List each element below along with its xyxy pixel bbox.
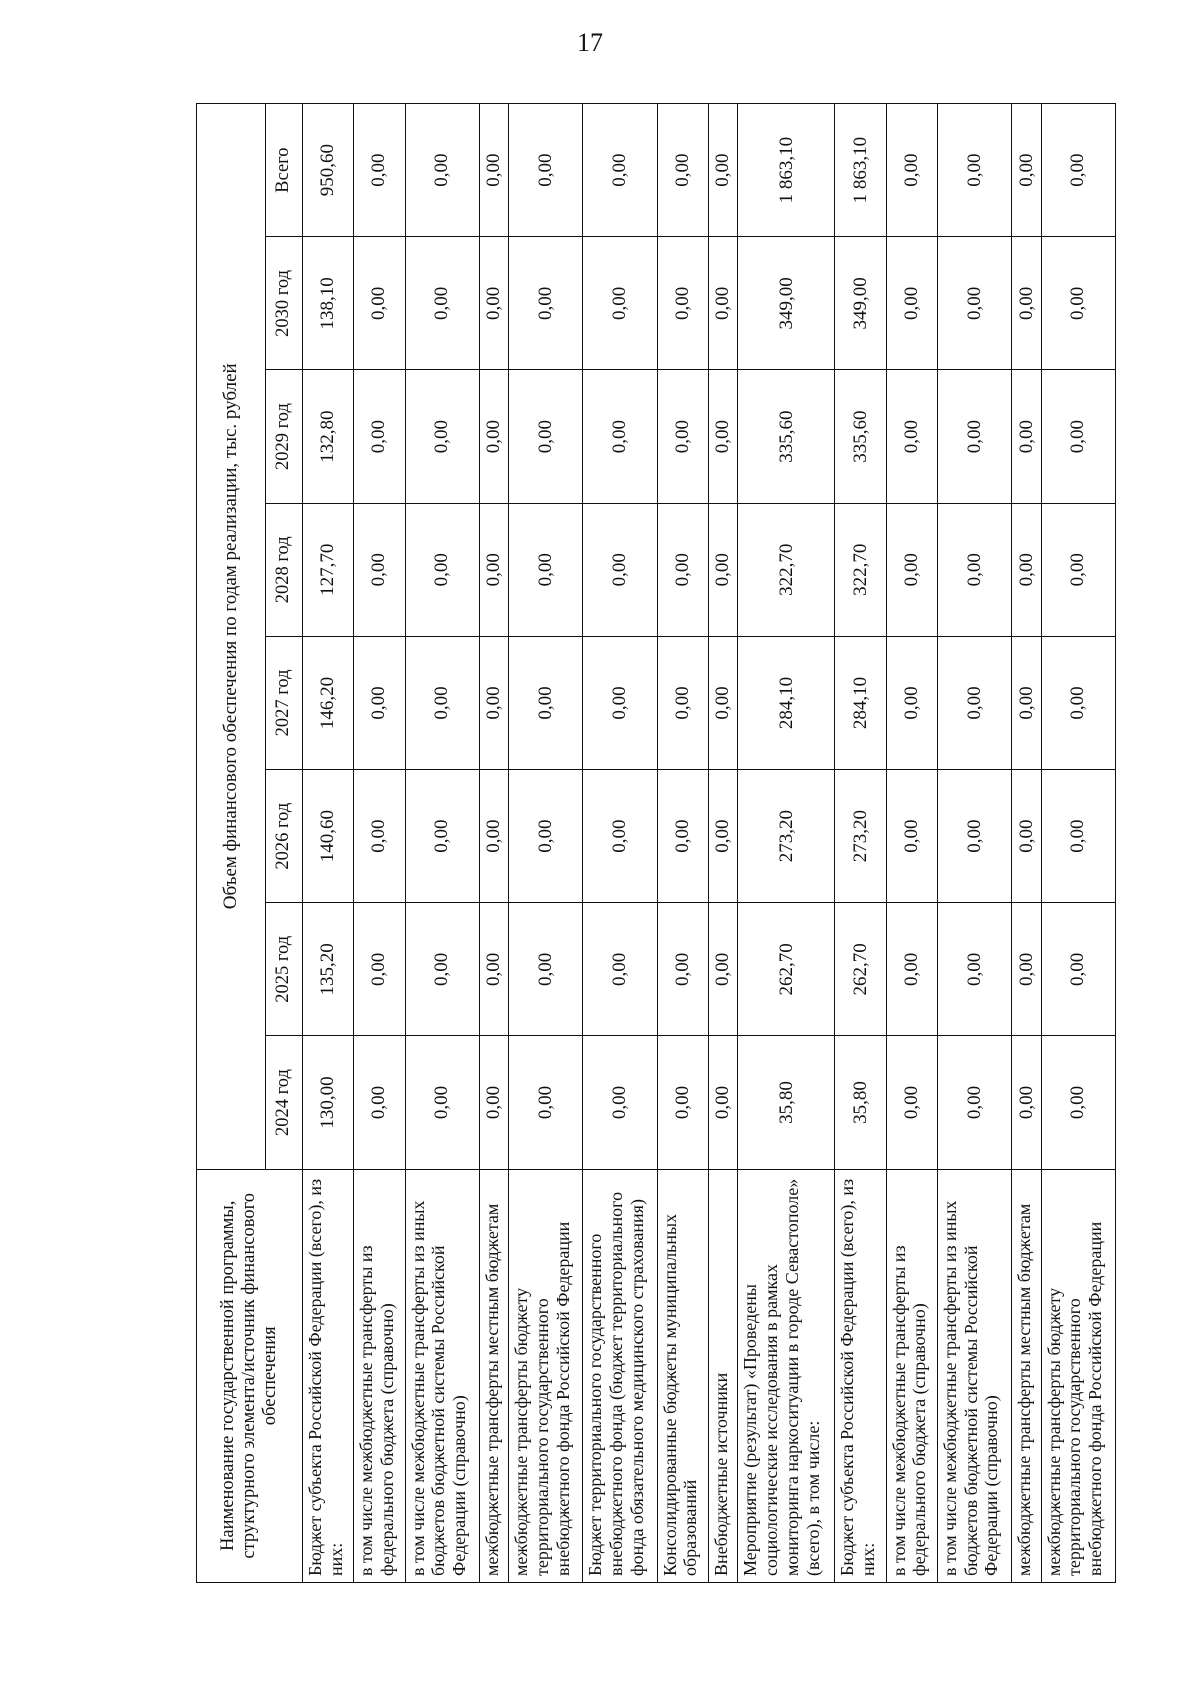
row-year-value: 0,00 xyxy=(1041,770,1115,903)
row-year-value: 0,00 xyxy=(509,237,583,370)
financing-table xyxy=(196,103,1116,1583)
row-source-name: межбюджетные трансферты бюджету территориального государственного внебюджетного фонда Российской Федерации xyxy=(1041,1169,1115,1582)
row-year-value: 0,00 xyxy=(354,903,405,1036)
row-year-value: 0,00 xyxy=(1041,237,1115,370)
row-year-value: 0,00 xyxy=(354,237,405,370)
row-year-value: 0,00 xyxy=(583,370,657,503)
row-year-value: 132,80 xyxy=(303,370,354,503)
total-header: Всего xyxy=(266,104,303,237)
table-row xyxy=(835,104,886,1583)
row-year-value: 0,00 xyxy=(1012,370,1042,503)
row-year-value: 0,00 xyxy=(1041,370,1115,503)
row-year-value: 262,70 xyxy=(738,903,835,1036)
row-year-value: 0,00 xyxy=(583,1036,657,1169)
row-year-value: 0,00 xyxy=(886,636,937,769)
row-year-value: 0,00 xyxy=(1041,636,1115,769)
row-year-value: 0,00 xyxy=(405,370,479,503)
row-year-value: 349,00 xyxy=(835,237,886,370)
row-year-value: 0,00 xyxy=(509,636,583,769)
row-year-value: 0,00 xyxy=(509,770,583,903)
row-year-value: 0,00 xyxy=(1012,1036,1042,1169)
row-year-value: 0,00 xyxy=(354,1036,405,1169)
row-year-value: 284,10 xyxy=(738,636,835,769)
row-year-value: 0,00 xyxy=(708,370,738,503)
row-year-value: 335,60 xyxy=(738,370,835,503)
row-year-value: 0,00 xyxy=(708,237,738,370)
table-row xyxy=(1012,104,1042,1583)
row-year-value: 0,00 xyxy=(1041,903,1115,1036)
row-year-value: 0,00 xyxy=(1041,1036,1115,1169)
row-total-value: 1 863,10 xyxy=(738,104,835,237)
year-header-2029: 2029 год xyxy=(266,370,303,503)
row-year-value: 0,00 xyxy=(937,1036,1011,1169)
row-source-name: в том числе межбюджетные трансферты из федерального бюджета (справочно) xyxy=(886,1169,937,1582)
row-year-value: 0,00 xyxy=(937,237,1011,370)
row-year-value: 0,00 xyxy=(657,636,708,769)
row-source-name: Консолидированные бюджеты муниципальных образований xyxy=(657,1169,708,1582)
row-year-value: 284,10 xyxy=(835,636,886,769)
row-total-value: 0,00 xyxy=(509,104,583,237)
row-source-name: в том числе межбюджетные трансферты из федерального бюджета (справочно) xyxy=(354,1169,405,1582)
row-source-name: в том числе межбюджетные трансферты из иных бюджетов бюджетной системы Российской Федерации (справочно) xyxy=(937,1169,1011,1582)
row-year-value: 0,00 xyxy=(708,770,738,903)
row-year-value: 0,00 xyxy=(937,770,1011,903)
row-year-value: 0,00 xyxy=(405,237,479,370)
table-row xyxy=(886,104,937,1583)
row-year-value: 0,00 xyxy=(1012,237,1042,370)
row-year-value: 0,00 xyxy=(1012,770,1042,903)
row-year-value: 0,00 xyxy=(886,370,937,503)
row-source-name: Мероприятие (результат) «Проведены социологические исследования в рамках мониторинга наркоситуации в городе Севастополе» (всего), в том числе: xyxy=(738,1169,835,1582)
row-year-value: 0,00 xyxy=(583,636,657,769)
row-year-value: 0,00 xyxy=(479,237,509,370)
row-source-name: Бюджет субъекта Российской Федерации (всего), из них: xyxy=(303,1169,354,1582)
row-year-value: 0,00 xyxy=(1012,503,1042,636)
row-year-value: 135,20 xyxy=(303,903,354,1036)
table-row xyxy=(405,104,479,1583)
row-year-value: 0,00 xyxy=(937,503,1011,636)
row-source-name: межбюджетные трансферты бюджету территориального государственного внебюджетного фонда Российской Федерации xyxy=(509,1169,583,1582)
row-year-value: 0,00 xyxy=(354,503,405,636)
row-year-value: 322,70 xyxy=(835,503,886,636)
row-year-value: 0,00 xyxy=(708,503,738,636)
row-year-value: 273,20 xyxy=(835,770,886,903)
row-year-value: 0,00 xyxy=(708,903,738,1036)
table-row xyxy=(303,104,354,1583)
row-year-value: 0,00 xyxy=(405,636,479,769)
row-year-value: 273,20 xyxy=(738,770,835,903)
row-year-value: 0,00 xyxy=(886,237,937,370)
row-year-value: 0,00 xyxy=(509,370,583,503)
row-source-name: Внебюджетные источники xyxy=(708,1169,738,1582)
table-row xyxy=(354,104,405,1583)
row-total-value: 0,00 xyxy=(583,104,657,237)
row-source-name: Бюджет субъекта Российской Федерации (всего), из них: xyxy=(835,1169,886,1582)
row-year-value: 0,00 xyxy=(405,903,479,1036)
row-year-value: 0,00 xyxy=(354,770,405,903)
year-header-2028: 2028 год xyxy=(266,503,303,636)
year-header-2024: 2024 год xyxy=(266,1036,303,1169)
table-row xyxy=(657,104,708,1583)
row-source-name: Бюджет территориального государственного внебюджетного фонда (бюджет территориального фонда обязательного медицинского страхования) xyxy=(583,1169,657,1582)
row-year-value: 0,00 xyxy=(937,903,1011,1036)
row-total-value: 1 863,10 xyxy=(835,104,886,237)
row-year-value: 0,00 xyxy=(1012,636,1042,769)
table-row xyxy=(708,104,738,1583)
row-year-value: 0,00 xyxy=(405,770,479,903)
table-body xyxy=(303,104,1116,1583)
year-header-2025: 2025 год xyxy=(266,903,303,1036)
row-year-value: 0,00 xyxy=(937,370,1011,503)
table-row xyxy=(509,104,583,1583)
row-year-value: 0,00 xyxy=(583,903,657,1036)
row-total-value: 0,00 xyxy=(886,104,937,237)
row-year-value: 138,10 xyxy=(303,237,354,370)
funding-group-header: Объем финансового обеспечения по годам реализации, тыс. рублей xyxy=(197,104,266,1170)
row-year-value: 0,00 xyxy=(583,237,657,370)
row-year-value: 0,00 xyxy=(657,370,708,503)
row-year-value: 0,00 xyxy=(708,1036,738,1169)
year-header-2027: 2027 год xyxy=(266,636,303,769)
year-header-2030: 2030 год xyxy=(266,237,303,370)
row-total-value: 0,00 xyxy=(1012,104,1042,237)
row-year-value: 35,80 xyxy=(738,1036,835,1169)
row-year-value: 0,00 xyxy=(657,770,708,903)
row-total-value: 0,00 xyxy=(479,104,509,237)
table-header-row-1 xyxy=(197,104,266,1583)
row-source-name: в том числе межбюджетные трансферты из иных бюджетов бюджетной системы Российской Федерации (справочно) xyxy=(405,1169,479,1582)
page-number: 17 xyxy=(577,28,603,57)
row-year-value: 0,00 xyxy=(509,903,583,1036)
table-row xyxy=(583,104,657,1583)
table-row xyxy=(937,104,1011,1583)
row-year-value: 0,00 xyxy=(583,770,657,903)
row-year-value: 349,00 xyxy=(738,237,835,370)
row-year-value: 0,00 xyxy=(886,503,937,636)
table-row xyxy=(479,104,509,1583)
row-year-value: 0,00 xyxy=(583,503,657,636)
year-header-2026: 2026 год xyxy=(266,770,303,903)
row-year-value: 0,00 xyxy=(405,1036,479,1169)
row-year-value: 130,00 xyxy=(303,1036,354,1169)
row-year-value: 0,00 xyxy=(479,503,509,636)
row-year-value: 0,00 xyxy=(1041,503,1115,636)
rotated-table-container xyxy=(196,103,1116,1583)
row-year-value: 0,00 xyxy=(657,1036,708,1169)
row-year-value: 0,00 xyxy=(937,636,1011,769)
row-year-value: 0,00 xyxy=(509,503,583,636)
row-year-value: 0,00 xyxy=(354,636,405,769)
row-year-value: 262,70 xyxy=(835,903,886,1036)
row-year-value: 0,00 xyxy=(886,903,937,1036)
row-year-value: 0,00 xyxy=(479,636,509,769)
row-total-value: 0,00 xyxy=(937,104,1011,237)
row-year-value: 335,60 xyxy=(835,370,886,503)
row-year-value: 146,20 xyxy=(303,636,354,769)
row-year-value: 0,00 xyxy=(886,770,937,903)
row-year-value: 127,70 xyxy=(303,503,354,636)
row-year-value: 0,00 xyxy=(479,1036,509,1169)
row-year-value: 0,00 xyxy=(708,636,738,769)
row-year-value: 0,00 xyxy=(657,503,708,636)
row-year-value: 0,00 xyxy=(886,1036,937,1169)
row-year-value: 0,00 xyxy=(1012,903,1042,1036)
row-year-value: 0,00 xyxy=(354,370,405,503)
row-year-value: 35,80 xyxy=(835,1036,886,1169)
table-row xyxy=(738,104,835,1583)
row-year-value: 0,00 xyxy=(657,903,708,1036)
row-total-value: 0,00 xyxy=(657,104,708,237)
row-year-value: 0,00 xyxy=(479,903,509,1036)
row-total-value: 0,00 xyxy=(405,104,479,237)
name-column-header: Наименование государственной программы, структурного элемента/источник финансового обеспечения xyxy=(197,1169,303,1582)
row-total-value: 0,00 xyxy=(1041,104,1115,237)
table-row xyxy=(1041,104,1115,1583)
row-year-value: 0,00 xyxy=(479,770,509,903)
row-total-value: 0,00 xyxy=(708,104,738,237)
row-year-value: 322,70 xyxy=(738,503,835,636)
row-year-value: 0,00 xyxy=(509,1036,583,1169)
row-year-value: 0,00 xyxy=(479,370,509,503)
row-year-value: 140,60 xyxy=(303,770,354,903)
row-total-value: 950,60 xyxy=(303,104,354,237)
row-year-value: 0,00 xyxy=(657,237,708,370)
row-source-name: межбюджетные трансферты местным бюджетам xyxy=(1012,1169,1042,1582)
row-total-value: 0,00 xyxy=(354,104,405,237)
row-source-name: межбюджетные трансферты местным бюджетам xyxy=(479,1169,509,1582)
row-year-value: 0,00 xyxy=(405,503,479,636)
